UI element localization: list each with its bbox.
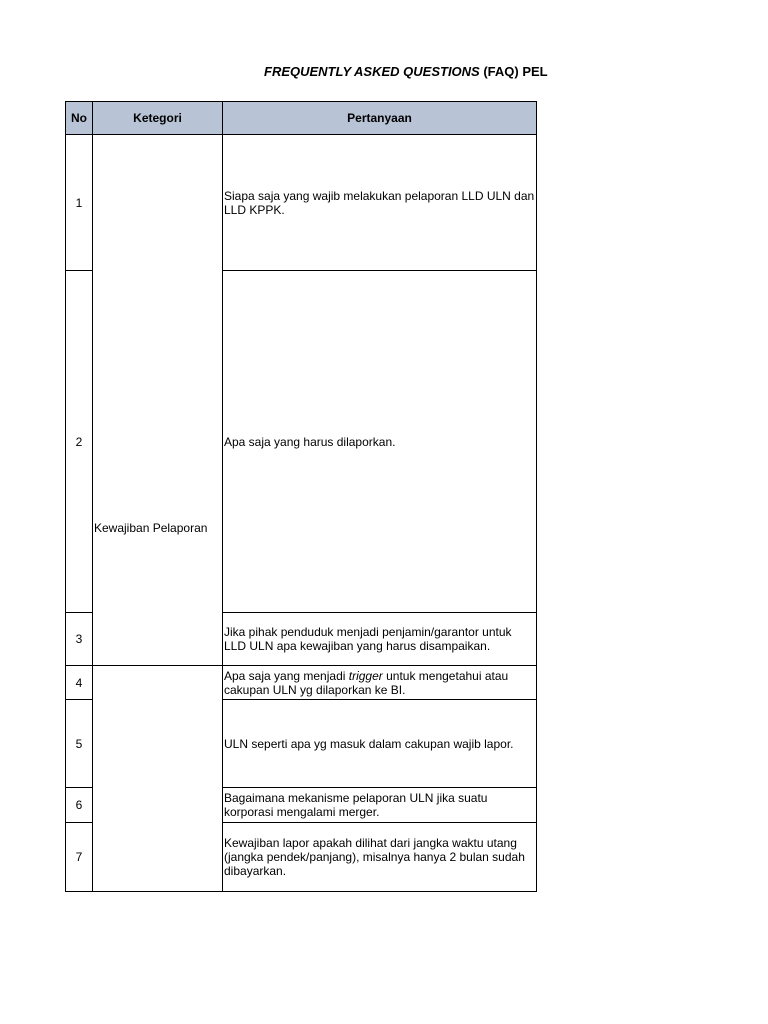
- question-cell: Apa saja yang harus dilaporkan.: [223, 271, 537, 613]
- row-number: 3: [66, 613, 93, 666]
- row-number: 7: [66, 823, 93, 892]
- row-number: 1: [66, 135, 93, 271]
- row-number: 4: [66, 666, 93, 700]
- document-title: [264, 64, 548, 79]
- row-number: 2: [66, 271, 93, 613]
- row-number: 5: [66, 700, 93, 788]
- question-text-italic: trigger: [348, 668, 383, 683]
- title-rest: (FAQ) PEL: [479, 64, 548, 79]
- question-cell: Bagaimana mekanisme pelaporan ULN jika suatu korporasi mengalami merger.: [223, 788, 537, 823]
- table-header-row: [66, 102, 537, 135]
- category-cell: [93, 666, 223, 892]
- title-italic: FREQUENTLY ASKED QUESTIONS: [264, 64, 480, 79]
- row-number: 6: [66, 788, 93, 823]
- question-cell: ULN seperti apa yg masuk dalam cakupan wajib lapor.: [223, 700, 537, 788]
- faq-table: [65, 101, 537, 892]
- table-row: [66, 135, 537, 271]
- category-cell: [93, 135, 223, 666]
- question-cell: Siapa saja yang wajib melakukan pelaporan LLD ULN dan LLD KPPK.: [223, 135, 537, 271]
- question-cell: Jika pihak penduduk menjadi penjamin/garantor untuk LLD ULN apa kewajiban yang harus disampaikan.: [223, 613, 537, 666]
- question-cell: [223, 666, 537, 700]
- header-no: No: [66, 102, 93, 135]
- question-text-after: untuk mengetahui atau cakupan ULN yg dilaporkan ke BI.: [224, 668, 509, 697]
- header-question: Pertanyaan: [223, 102, 537, 135]
- header-category: Ketegori: [93, 102, 223, 135]
- table-row: [66, 666, 537, 700]
- category-label: Kewajiban Pelaporan: [94, 521, 208, 535]
- question-cell: Kewajiban lapor apakah dilihat dari jangka waktu utang (jangka pendek/panjang), misalnya hanya 2 bulan sudah dibayarkan.: [223, 823, 537, 892]
- question-text-before: Apa saja yang menjadi: [224, 668, 349, 683]
